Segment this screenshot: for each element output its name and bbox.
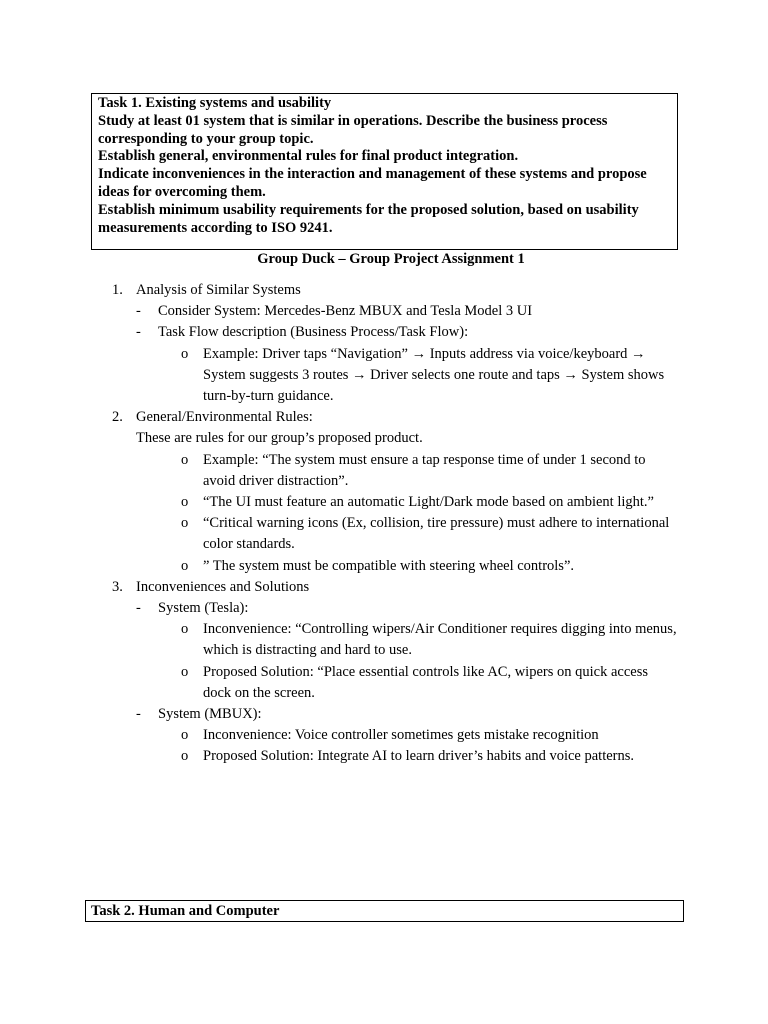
bullet-marker: o	[181, 515, 189, 532]
bullet-marker: o	[181, 727, 189, 744]
dash-marker: -	[136, 706, 141, 723]
task1-line-study: Study at least 01 system that is similar in operations. Describe the business process corresponding to your group topic.	[98, 112, 608, 147]
bullet-text: ” The system must be compatible with steering wheel controls”.	[203, 557, 575, 574]
task1-line-rules: Establish general, environmental rules for final product integration.	[98, 148, 519, 165]
bullet-item	[0, 662, 768, 704]
task1-box	[91, 93, 678, 250]
bullet-text: Proposed Solution: “Place essential controls like AC, wipers on quick access dock on the screen.	[203, 663, 648, 701]
section-intro-text: These are rules for our group’s proposed product.	[136, 430, 423, 447]
section-heading: Analysis of Similar Systems	[136, 282, 301, 298]
bullet-text: Inconvenience: “Controlling wipers/Air Conditioner requires digging into menus, which is distracting and hard to use.	[203, 621, 677, 659]
document-title: Group Duck – Group Project Assignment 1	[257, 251, 525, 267]
bullet-marker: o	[181, 621, 189, 638]
bullet-marker: o	[181, 663, 189, 680]
dash-marker: -	[136, 324, 141, 341]
bullet-marker: o	[181, 345, 189, 362]
dash-marker: -	[136, 303, 141, 320]
bullet-item	[0, 725, 768, 746]
bullet-marker: o	[181, 451, 189, 468]
task1-title: Task 1. Existing systems and usability	[98, 95, 332, 111]
bullet-text: Example: Driver taps “Navigation” → Inputs address via voice/keyboard → System suggests 3 routes → Driver selects one route and taps → System shows turn-by-turn guidance.	[203, 345, 665, 405]
section-heading: Inconveniences and Solutions	[136, 578, 310, 595]
section-3	[0, 577, 768, 598]
section-intro	[0, 428, 768, 449]
bullet-item	[0, 513, 768, 555]
list-item	[0, 704, 768, 725]
list-item	[0, 322, 768, 343]
bullet-item	[0, 746, 768, 767]
bullet-text: “The UI must feature an automatic Light/Dark mode based on ambient light.”	[203, 494, 654, 511]
bullet-item	[0, 344, 768, 408]
outline-list	[0, 280, 768, 768]
task2-title: Task 2. Human and Computer	[91, 903, 280, 919]
task1-line-usability: Establish minimum usability requirements for the proposed solution, based on usability measurements according to ISO 9241.	[98, 201, 639, 236]
list-item	[0, 301, 768, 322]
bullet-item	[0, 450, 768, 492]
bullet-marker: o	[181, 557, 189, 574]
section-number: 3.	[112, 578, 123, 595]
section-heading: General/Environmental Rules:	[136, 409, 313, 426]
section-number: 2.	[112, 409, 123, 426]
list-item-text: System (MBUX):	[158, 706, 262, 723]
list-item	[0, 598, 768, 619]
bullet-item	[0, 556, 768, 577]
section-2	[0, 407, 768, 428]
bullet-text: “Critical warning icons (Ex, collision, tire pressure) must adhere to international color standards.	[203, 515, 670, 553]
list-item-text: Task Flow description (Business Process/Task Flow):	[158, 324, 469, 341]
bullet-item	[0, 492, 768, 513]
bullet-text: Proposed Solution: Integrate AI to learn driver’s habits and voice patterns.	[203, 748, 635, 765]
bullet-text: Example: “The system must ensure a tap response time of under 1 second to avoid driver distraction”.	[203, 451, 646, 489]
list-item-text: System (Tesla):	[158, 600, 249, 617]
bullet-marker: o	[181, 494, 189, 511]
task2-box	[85, 900, 684, 922]
section-number: 1.	[112, 282, 123, 298]
dash-marker: -	[136, 600, 141, 617]
section-1	[0, 280, 768, 301]
bullet-item	[0, 619, 768, 661]
bullet-text: Inconvenience: Voice controller sometimes gets mistake recognition	[203, 727, 599, 744]
bullet-marker: o	[181, 748, 189, 765]
list-item-text: Consider System: Mercedes-Benz MBUX and Tesla Model 3 UI	[158, 303, 533, 320]
task1-line-inconveniences: Indicate inconveniences in the interaction and management of these systems and propose ideas for overcoming them.	[98, 166, 647, 200]
